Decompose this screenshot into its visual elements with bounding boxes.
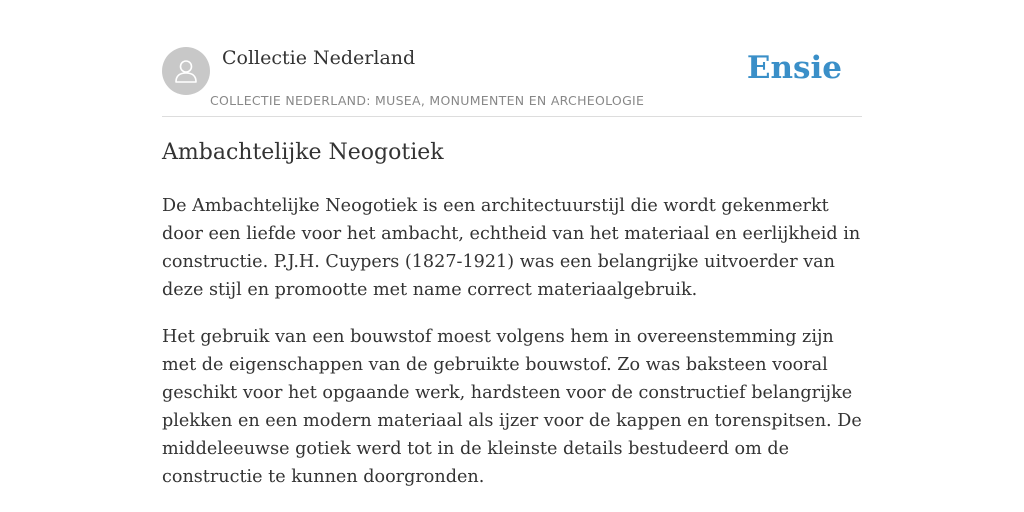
collection-link[interactable]: COLLECTIE NEDERLAND: MUSEA, MONUMENTEN EN ARCHEOLOGIE [210, 93, 645, 108]
header [162, 44, 862, 117]
article-paragraph-2: Het gebruik van een bouwstof moest volgens hem in overeenstemming zijn met de eigenschappen van de gebruikte bouwstof. Zo was baksteen vooral geschikt voor het opgaande werk, hardsteen voor de constructief belangrijke plekken en een modern materiaal als ijzer voor de kappen en torenspitsen. De middeleeuwse gotiek werd tot in de kleinste details bestudeerd om de constructie te kunnen doorgronden. [162, 327, 862, 487]
author-avatar[interactable] [162, 47, 210, 95]
author-name[interactable]: Collectie Nederland [222, 47, 416, 69]
article-title: Ambachtelijke Neogotiek [162, 140, 444, 165]
article-paragraph-1: De Ambachtelijke Neogotiek is een architectuurstijl die wordt gekenmerkt door een liefde voor het ambacht, echtheid van het materiaal en eerlijkheid in constructie. P.J.H. Cuypers (1827-1921) was een belangrijke uitvoerder van deze stijl en promootte met name correct materiaalgebruik. [162, 196, 861, 300]
site-logo[interactable]: Ensie [746, 50, 842, 86]
user-avatar-icon [172, 57, 200, 85]
